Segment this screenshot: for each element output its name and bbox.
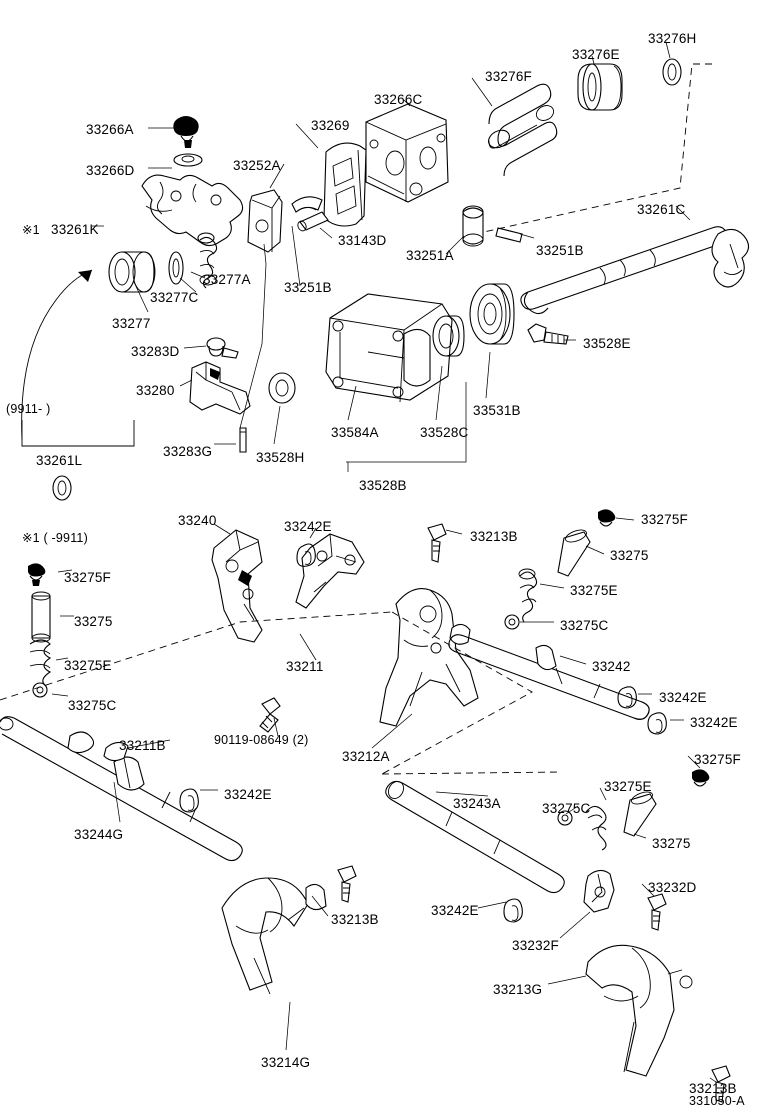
label-33275C-b: 33275C <box>68 698 117 713</box>
part-33275-c <box>624 790 656 836</box>
part-33266C <box>366 104 448 202</box>
label-33276E: 33276E <box>572 47 620 62</box>
label-33242E-b: 33242E <box>659 690 707 705</box>
label-33584A: 33584A <box>331 425 379 440</box>
part-33242E-e <box>504 899 522 922</box>
part-33269 <box>324 143 366 226</box>
part-33212A <box>380 589 478 726</box>
part-33275E-a <box>519 569 537 622</box>
label-33211: 33211 <box>286 659 324 674</box>
label-33266C: 33266C <box>374 92 423 107</box>
note-9911-to: ※1 ( -9911) <box>22 531 88 545</box>
label-33275E-c: 33275E <box>604 779 652 794</box>
part-33251A <box>292 197 322 212</box>
part-33283G <box>240 428 246 452</box>
label-33276F: 33276F <box>485 69 532 84</box>
label-33275F-c: 33275F <box>694 752 741 767</box>
part-33213B-b <box>338 866 356 902</box>
label-33275C-a: 33275C <box>560 618 609 633</box>
label-33275-a: 33275 <box>610 548 649 563</box>
leaders-bottom <box>52 518 716 1082</box>
part-33211 <box>296 534 364 608</box>
label-33276H: 33276H <box>648 31 697 46</box>
label-33277C: 33277C <box>150 290 199 305</box>
label-33242-a: 33242 <box>592 659 631 674</box>
label-33261C: 33261C <box>637 202 686 217</box>
label-33211B: 33211B <box>119 738 166 753</box>
part-33528H <box>269 373 295 403</box>
label-33275-c: 33275 <box>652 836 691 851</box>
label-33275C-c: 33275C <box>542 801 591 816</box>
part-33213G <box>586 945 692 1076</box>
part-housing-upper-left <box>142 175 243 245</box>
label-33143D: 33143D <box>338 233 387 248</box>
label-33275F-a: 33275F <box>641 512 688 527</box>
label-90119-08649: 90119-08649 (2) <box>214 733 309 747</box>
label-33232D: 33232D <box>648 880 697 895</box>
label-33261L: 33261L <box>36 453 83 468</box>
part-33143D <box>296 212 328 232</box>
label-33214G: 33214G <box>261 1055 311 1070</box>
note-mark-1: ※1 <box>22 223 40 237</box>
part-33242 <box>449 635 649 720</box>
part-33275F-a <box>598 509 615 526</box>
part-33275-b <box>32 592 50 642</box>
part-33232D <box>648 894 666 930</box>
part-90119-08649 <box>260 698 280 732</box>
part-33261L <box>53 476 71 500</box>
part-33275E-b <box>30 640 50 686</box>
label-33528H: 33528H <box>256 450 305 465</box>
label-33277A: 33277A <box>203 272 251 287</box>
part-33232F <box>584 870 614 912</box>
label-33213B-b: 33213B <box>331 912 379 927</box>
part-33252A <box>248 190 282 252</box>
part-33242E-c <box>648 713 666 734</box>
label-33242E-e: 33242E <box>431 903 479 918</box>
label-33275E-b: 33275E <box>64 658 112 673</box>
part-33251B-right <box>463 206 522 246</box>
part-33276F <box>486 84 557 176</box>
part-33242E-b <box>618 687 636 708</box>
part-33275F-c <box>692 769 709 786</box>
part-33280 <box>190 362 250 414</box>
label-33213G: 33213G <box>493 982 543 997</box>
part-33528E <box>528 324 568 344</box>
label-33283G: 33283G <box>163 444 213 459</box>
label-33240: 33240 <box>178 513 217 528</box>
label-33261K: 33261K <box>51 222 99 237</box>
part-33276E <box>578 64 622 110</box>
label-33528C: 33528C <box>420 425 469 440</box>
part-33261K <box>109 252 155 292</box>
label-33242E-a: 33242E <box>284 519 332 534</box>
label-33528E: 33528E <box>583 336 631 351</box>
part-33261C <box>521 227 749 314</box>
label-33277: 33277 <box>112 316 151 331</box>
label-33266D: 33266D <box>86 163 135 178</box>
part-33531B <box>470 284 514 344</box>
part-33213B-a <box>428 524 446 562</box>
part-33266A <box>173 116 198 148</box>
label-33252A: 33252A <box>233 158 281 173</box>
part-33275F-b <box>28 563 45 586</box>
part-33242E-d <box>180 789 198 812</box>
label-33275F-b: 33275F <box>64 570 111 585</box>
label-33269: 33269 <box>311 118 350 133</box>
label-33212A: 33212A <box>342 749 390 764</box>
part-33276H <box>663 59 681 85</box>
label-33266A: 33266A <box>86 122 134 137</box>
label-33275E-a: 33275E <box>570 583 618 598</box>
label-33213B-a: 33213B <box>470 529 518 544</box>
label-33528B: 33528B <box>359 478 407 493</box>
label-33531B: 33531B <box>473 403 521 418</box>
part-33283D <box>207 338 238 358</box>
label-33283D: 33283D <box>131 344 180 359</box>
label-33213B-c: 33213B <box>689 1081 737 1096</box>
label-33244G: 33244G <box>74 827 124 842</box>
part-33584A <box>326 294 452 402</box>
label-33251B-top: 33251B <box>536 243 584 258</box>
label-33251A: 33251A <box>406 248 454 263</box>
label-33242E-d: 33242E <box>224 787 272 802</box>
label-33275-b: 33275 <box>74 614 113 629</box>
footer-code: 331050-A <box>689 1094 745 1108</box>
part-33266D <box>174 154 202 166</box>
part-33214G <box>222 878 326 994</box>
note-9911-from: (9911- ) <box>6 402 51 416</box>
label-33243A: 33243A <box>453 796 501 811</box>
label-33242E-c: 33242E <box>690 715 738 730</box>
bracket-9911 <box>22 420 134 446</box>
part-33275C-a <box>505 615 519 629</box>
part-33240 <box>212 530 262 642</box>
label-33280: 33280 <box>136 383 175 398</box>
label-33232F: 33232F <box>512 938 559 953</box>
part-33275C-b <box>33 683 47 697</box>
part-33275-a <box>558 528 590 576</box>
label-33251B-left: 33251B <box>284 280 332 295</box>
